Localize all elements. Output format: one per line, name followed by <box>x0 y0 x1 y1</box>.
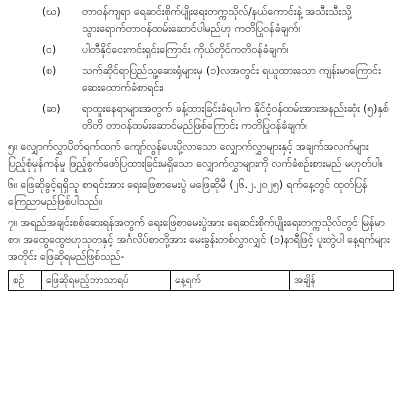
item-number: (ဃ) <box>42 6 61 18</box>
paragraph-6 <box>8 177 394 211</box>
item-text: တာဝန်ကျရာ ရေဆင်းစိုက်ပျိုးရေးတက္ကသိုလ်/နယ်ကောင်းနဲ့ အသီးသီးသို့ သွားရောက်တာဝန်ထမ်းဆောင်ပါမည်ဟု ကတိပြုဝန်ခံချက်၊ <box>82 6 352 35</box>
paragraph-number: ၅။ <box>8 141 18 153</box>
paragraph-number: ၇။ <box>8 217 18 229</box>
item-number: (ဆ) <box>42 103 61 115</box>
paragraph-text: လျှောက်လွှာပိတ်ရက်ထက် ကျော်လွန်ပေးပို့လာသော လျှောက်လွှာများနှင့် အချက်အလက်များ ပြည့်စုံမှန်ကန်မှု ဖြည့်စွက်ဖော်ပြထားခြင်းမရှိသော လျှောက်လွှာများကို လက်ခံစဉ်းစားမည် မဟုတ်ပါ။ <box>8 141 383 170</box>
exam-schedule-table <box>8 270 394 291</box>
header-subject: ဖြေဆိုရမည့်ဘာသာရပ် <box>42 271 171 291</box>
sub-items <box>8 4 394 135</box>
header-time: အချိန် <box>290 271 394 291</box>
paragraph-text: ဖြေဆိုခွင့်ရရှိသူ စာရင်းအား ရေးဖြေစာမေးပွဲ မဖြေဆိုမီ (၂၆.၂.၂၀၂၅) ရက်နေ့တွင် ထုတ်ပြန် ကြေညာမည်ဖြစ်ပါသည်။ <box>8 179 368 208</box>
header-date: နေ့ရက် <box>171 271 290 291</box>
header-serial: စဉ် <box>9 271 42 291</box>
item-sa <box>42 63 394 97</box>
item-nga <box>42 42 394 59</box>
item-gha <box>42 4 394 38</box>
paragraph-number: ၆။ <box>8 179 18 191</box>
paragraph-7 <box>8 215 394 266</box>
item-text: ရာထူးနေရာများအတွက် ခန့်ထားခြင်းခံရပါက နိုင်ငံ့ဝန်ထမ်းအားအနည်းဆုံး (၅)နှစ်တိတိ တာဝန်ထမ်းဆောင်မည်ဖြစ်ကြောင်း ကတိပြုဝန်ခံချက်၊ <box>82 103 389 132</box>
paragraph-5 <box>8 139 394 173</box>
item-text: ပါတီနိုင်ငေးကင်းရှင်းကြောင်း ကိုယ်တိုင်ကတိဝန်ခံချက်၊ <box>82 44 289 56</box>
item-number: (င) <box>42 44 57 56</box>
item-number: (စ) <box>42 65 57 77</box>
table-header-row <box>9 271 394 291</box>
item-text: သက်ဆိုင်ရာပြည်သူ့ဆေးရုံများမှ (၁)လအတွင်း ရယူထားသော ကျန်းမာကြောင်းဆေးထောက်ခံစာရင်း၊ <box>82 65 381 94</box>
item-hsa <box>42 101 394 135</box>
paragraph-text: အရည်အချင်းစစ်ဆေးရန်အတွက် ရေးဖြေစာမေးပွဲအား ရေဆင်းစိုက်ပျိုးရေးတက္ကသိုလ်တွင် မြန်မာစာ၊ အထွေထွေဗဟုသုတနှင့် အင်္ဂလိပ်စာတို့အား မေးခွန်းတစ်လွှာလျှင် (၁)နာရီဖြင့် ပူးတွဲပါ နေ့ရက်များအတိုင်း ဖြေဆိုရမည်ဖြစ်သည်- <box>8 217 390 263</box>
